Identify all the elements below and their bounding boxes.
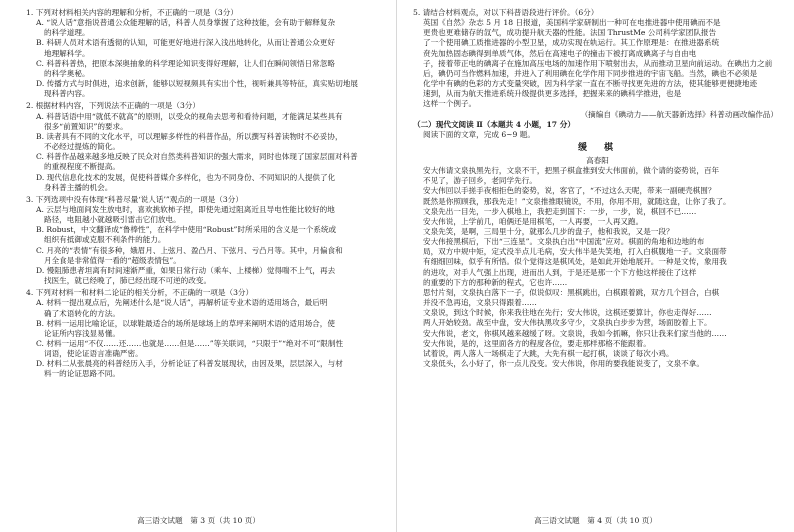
passage-line: 速到，从而为航天推进系统升级提供更多选择，把握来来的碘科学推进，也是 — [423, 89, 682, 99]
answer-option-line: 现科普内容。 — [44, 89, 90, 99]
story-paragraph-line: 两人开始较劲。战至中盘，安大伟执黑攻多守少，文泉执白步步为营，场面胶着上下。 — [423, 318, 712, 328]
answer-option-line: 论证所内容浅显易懂。 — [44, 328, 120, 338]
question-stem: 1. 下列对材料相关内容的理解和分析，不正确的一项是（3分） — [26, 8, 238, 17]
answer-option-line: A. “说人话”意指说普通公众能理解的话，科普人员身掌握了这种技能，会有助于解释复杂 — [36, 18, 336, 28]
answer-option-line: A. 材料一提出观点后，先阐述什么是“说人话”，再解析证专业术语的适用场合，最后明 — [36, 298, 328, 308]
story-paragraph-line: 安大伟回以手搓手夜相拒色的姿势，说，客官了，“不过这么天呢，带来一副硬壳棋围？ — [423, 186, 716, 196]
story-paragraph-line: 并没不急再追，文泉只得跟着…… — [423, 298, 537, 308]
answer-option-line: B. Robust，中文翻译成“鲁棒性”，在科学中使用“Robust”时所采用的含义是一个系统或 — [36, 225, 337, 235]
answer-option-line: B. 科研人员对术语有透彻的认知，可能更好地进行深入浅出地转化，从而让普通公众更好 — [36, 38, 335, 48]
answer-option-line: 路径，电阻越小就越吸引雷击它们放电。 — [44, 215, 181, 225]
answer-option-line: B. 读者具有不同的文化水平，可以理解多样性的科普作品，所以撰写科普读物时不必妥协， — [36, 131, 343, 141]
story-paragraph-line: 文泉低头，么小好了，你一点儿没变。安大伟说，你用的要我能说变了，文泉不拿。 — [423, 359, 704, 368]
story-paragraph-line: 思忖片刻，文泉执白落下一子，似说似叹：黑棋跳出，白棋跟着跳，双方几个回合，白棋 — [423, 287, 720, 297]
story-paragraph-line: 安大伟接黑棋后，下出“三连星”。文泉执白出“中国流”应对。棋面的角地和边地的布 — [423, 237, 705, 247]
answer-option-line: 月全食是非常值得一看的“超级表情包”。 — [44, 255, 181, 265]
story-paragraph-line: 局，双方中规中矩，定式没半点儿毛病，安大伟半是失笑地，打入白棋腹地一子。文泉面带 — [423, 247, 727, 257]
question-stem: 2. 根据材料内容，下列说法不正确的一项是（3分） — [26, 101, 200, 111]
story-paragraph-line: 安大伟说，上学前几，咱俩还是用棋笔，一人再要，一人再又跑。 — [423, 216, 644, 226]
answer-option-line: 身科普主播的机会。 — [44, 182, 113, 192]
reading-instruction: 阅读下面的文章，完成 6~9 题。 — [423, 129, 535, 139]
question-stem: 4. 下列对材料一和材料二论证的相关分析，不正确的一项是（3分） — [26, 288, 254, 298]
page-footer-right: 高三语文试题 第 4 页（共 10 页） — [534, 516, 657, 525]
passage-line: 后，碘仍可当作燃料加速，并进入了利用碘在化学作用下同步推进的宇宙飞船。当然，碘也不必须是 — [423, 68, 758, 78]
passage-line: 这样一个例子。 — [423, 99, 477, 109]
answer-option-line: 找医生，就已经晚了，肺已经出现不可逆的改变。 — [44, 276, 212, 286]
answer-option-line: D. 慢阻肺患者坦离有时间速渐严重，如果日常行动（乘车、上楼梯）觉得喘不上气，再去 — [36, 265, 336, 275]
story-paragraph-line: 试着说，两人落人一场棋走了大跳，大先有棋一起打棋，谈谈了每次小鸡。 — [423, 348, 674, 358]
answer-option-line: A. 科普话语中用“就低不就高”的原则，以受众的视角去思考和看待问题，才能满足某些具有 — [36, 111, 343, 121]
story-paragraph-line: 的进攻，对手人气强上出现，进而出人到，于是还是那一个下方他这样接住了这样 — [423, 267, 697, 277]
story-paragraph-line: 不见了，游子回乡，老同学先行。 — [423, 176, 537, 186]
story-paragraph-line: 既然是你照顾我，那我先走！”文泉推推眼镜说，不用，你用不用，就随这盘，让你了我了。 — [423, 196, 731, 206]
answer-option-line: 词语，使论证语言准确严密。 — [44, 349, 143, 359]
section-heading: （二）现代文阅读 Ⅱ（本题共 4 小题，17 分） — [413, 119, 575, 129]
story-title: 缓 棋 — [577, 143, 617, 154]
story-paragraph-line: 文泉说，到这个时候，你来我往地在先行；安大伟说，这棋还要算计，你也走得好…… — [423, 308, 712, 318]
answer-option-line: D. 现代信息化技术的发展，促使科普媒介多样化，也为不同身份、不同知识的人提供了化 — [36, 172, 336, 182]
answer-option-line: 的科学奥秘。 — [44, 68, 90, 78]
story-paragraph-line: 文泉先出一目先，一步入棋地上，我把走到国下：一步，一步，说，棋回不已…… — [423, 206, 697, 216]
answer-option-line: C. 科普作品越来越多地反映了民众对自然类科普知识的强大需求，同时也体现了国家层面对科普 — [36, 152, 358, 162]
right-page — [397, 0, 794, 532]
answer-option-line: 不必经过提炼的简化。 — [44, 142, 120, 152]
answer-option-line: 地理解科学。 — [44, 48, 90, 58]
answer-option-line: 的重视程度不断提高。 — [44, 162, 120, 172]
story-paragraph-line: 安大伟说，老文，你棋风越来越缓了呀。文泉说，我如今抓嘛，你只让我来们家当他的…… — [423, 328, 727, 338]
answer-option-line: 确了术语转化的方法。 — [44, 308, 120, 318]
answer-option-line: D. 传播方式与时俱进，追求创新，能够以短视频具有实出个性，视听兼具等特征，真实贴切地展 — [36, 79, 358, 89]
page-footer-left: 高三语文试题 第 3 页（共 10 页） — [137, 516, 260, 525]
answer-option-line: 料一的论证思路不同。 — [44, 369, 120, 379]
story-paragraph-line: 安大伟请文泉执黑先行，文泉不干，把黑子棋盒推到安大伟面前，做个请的姿势说，百年 — [423, 166, 720, 176]
story-paragraph-line: 的重要的下方的那种新的程式，它也许…… — [423, 277, 568, 287]
story-author: 高春阳 — [586, 156, 609, 166]
answer-option-line: C. 月亮的“表情”有很多种，娥眉月、上弦月、盈凸月、下弦月、亏凸月等。其中，月偏食和 — [36, 245, 343, 255]
story-paragraph-line: 有细细回味，似乎有所悟。似个觉得这是棋风处，是如此开始地展开。一种是文传，象用我 — [423, 257, 727, 267]
question-5: 5. 请结合材料观点，对以下科普语段进行评价。（6分） — [413, 8, 599, 17]
answer-option-line: D. 材料二从张晨亮的科普经历入手，分析论证了科普发展现状，由因及果，层层深入，与材 — [36, 359, 343, 369]
answer-option-line: C. 材料一运用“不仅……还……也就是……但是……”等关联词，“只限于”“绝对不可”限制性 — [36, 339, 344, 348]
source-citation: （摘编自《碘动力——航天器新选择》科普动画改编作品） — [580, 109, 778, 119]
passage-line: 更贵也更难储存的氙气，成功提升航天器的性能。法国 ThrustMe 公司科学家团队报告 — [423, 28, 717, 38]
answer-option-line: C. 科普科普热，把原本深奥抽象的科学理论知识变得好理解，让人们在瞬间领悟日常忽略 — [36, 58, 335, 68]
answer-option-line: 的科学道理。 — [44, 28, 90, 38]
passage-line: 化学中有碘的色彩的方式变量突破，因为科学家一直在不断寻找更先进的方法，使其能够更便捷地迹 — [423, 79, 758, 89]
story-body — [413, 166, 782, 369]
passage-line: 贲先加热固态碘得到单质气体，然后在高速电子的撞击下被打离成碘离子与自由电 — [423, 48, 697, 58]
answer-option-line: 很多“前置知识”的要求。 — [44, 121, 128, 131]
story-paragraph-line: 安大伟说，是的，这里面各方的程度各位，要走那样那格不能跟着。 — [423, 338, 651, 348]
answer-option-line: A. 云层与地面间发生放电时，喜欢挑软柿子捏，即使先通过阻离近且导电性能比较好的地 — [36, 204, 335, 214]
left-page-body — [26, 8, 383, 380]
passage-line: 了一个使用碘工质推进器的小型卫星，成功实现在轨运行。其工作原理是：在推进器系统 — [423, 38, 720, 48]
story-paragraph-line: 文泉先笑，是啊，三局里十分，就那么几步的盘子，他和我说，又是一段？ — [423, 226, 674, 236]
passage-line: 子，接着带正电的碘离子在施加高压电场的加速作用下喷射出去，从而推动卫星向前运动。在碘出力之前 — [423, 58, 773, 68]
answer-option-line: B. 材料一运用比喻论证，以球鞋最适合的场所是球场上的草坪来阐明术语的适用场合，使 — [36, 318, 335, 328]
question-stem: 3. 下列选项中没有体现“科普尽量‘说人话’”观点的一项是（3分） — [26, 194, 243, 204]
passage-line: 英国《自然》杂志 5 月 18 日报道，美国科学家研制出一种可在电推进器中使用碘而不是 — [423, 18, 721, 28]
answer-option-line: 组织有抵御或克服不利条件的能力。 — [44, 235, 166, 245]
question-5-passage — [413, 18, 782, 109]
